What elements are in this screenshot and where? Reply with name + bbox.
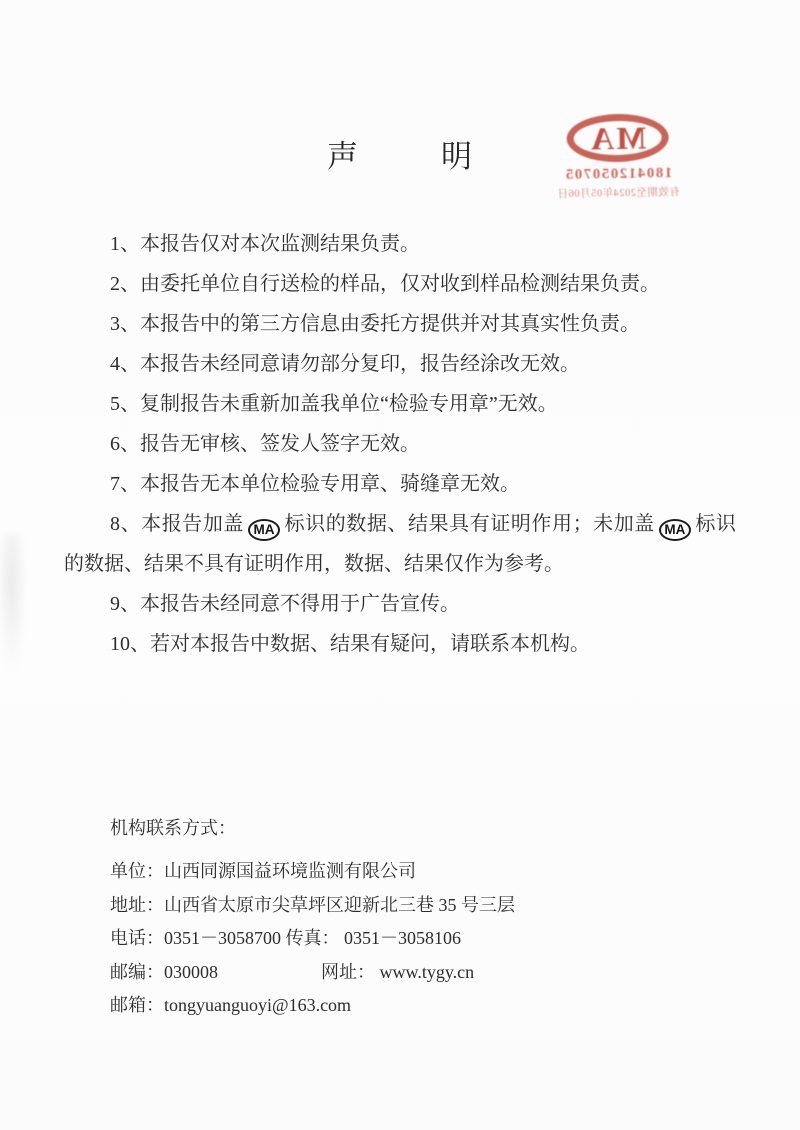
statement-8-suffix: 标识的数据、结果不具有证明作用，数据、结果仅作为参考。	[64, 513, 737, 575]
title-char-1: 声	[327, 139, 359, 174]
contact-value-address: 山西省太原市尖草坪区迎新北三巷 35 号三层	[164, 894, 515, 915]
contact-label-website: 网址：	[321, 961, 375, 982]
contact-value-fax: 0351－3058106	[344, 928, 461, 948]
stamp-validity-date: 有效期至2024年05月06日	[557, 186, 681, 201]
statement-item-7: 7、本报告无本单位检验专用章、骑缝章无效。	[110, 473, 520, 495]
contact-label-zip: 邮编：	[110, 961, 164, 982]
cma-stamp-logo-icon	[566, 113, 669, 163]
contact-row-email	[110, 989, 515, 1023]
contact-row-zip-web	[110, 956, 515, 990]
contact-label-email: 邮箱：	[110, 995, 164, 1015]
cma-mark-text: MA	[253, 522, 275, 537]
contact-value-zip: 030008	[164, 961, 218, 982]
contact-value-website: www.tygy.cn	[379, 961, 475, 982]
contact-label-company: 单位：	[110, 861, 164, 881]
contact-label-fax: 传真：	[285, 928, 340, 948]
cma-mark-icon	[659, 519, 691, 541]
cma-mark-text: MA	[664, 522, 686, 537]
title-char-2: 明	[441, 139, 473, 174]
scan-artifact	[0, 535, 26, 670]
contact-row-phone-fax	[110, 922, 515, 956]
contact-value-company: 山西同源国益环境监测有限公司	[164, 861, 416, 881]
contact-row-company	[110, 855, 515, 889]
contact-value-phone: 0351－3058700	[164, 928, 281, 948]
contact-label-address: 地址：	[110, 894, 164, 915]
statement-item-2: 2、由委托单位自行送检的样品，仅对收到样品检测结果负责。	[110, 273, 660, 295]
statement-8-middle: 标识的数据、结果具有证明作用；未加盖	[284, 513, 655, 535]
statement-item-1: 1、本报告仅对本次监测结果负责。	[110, 233, 420, 255]
statement-item-4: 4、本报告未经同意请勿部分复印，报告经涂改无效。	[110, 353, 580, 375]
statement-item-10: 10、若对本报告中数据、结果有疑问，请联系本机构。	[110, 633, 590, 655]
contact-heading: 机构联系方式：	[110, 818, 236, 838]
contact-row-address	[110, 889, 515, 923]
cma-stamp-logo-text: MA	[588, 119, 647, 157]
cma-stamp	[555, 113, 680, 201]
statement-list	[64, 224, 736, 664]
contact-label-phone: 电话：	[110, 928, 164, 948]
statement-item-9: 9、本报告未经同意不得用于广告宣传。	[110, 593, 460, 615]
statement-item-5: 5、复制报告未重新加盖我单位“检验专用章”无效。	[110, 393, 558, 415]
statement-8-prefix: 8、本报告加盖	[110, 513, 244, 535]
contact-value-email: tongyuanguoyi@163.com	[164, 995, 352, 1015]
statement-item-8	[64, 504, 736, 584]
statement-item-6: 6、报告无审核、签发人签字无效。	[110, 433, 420, 455]
cma-mark-icon	[248, 519, 280, 541]
statement-item-3: 3、本报告中的第三方信息由委托方提供并对其真实性负责。	[110, 313, 640, 335]
contact-section	[110, 812, 515, 1023]
stamp-certificate-number: 180412050705	[564, 165, 673, 183]
